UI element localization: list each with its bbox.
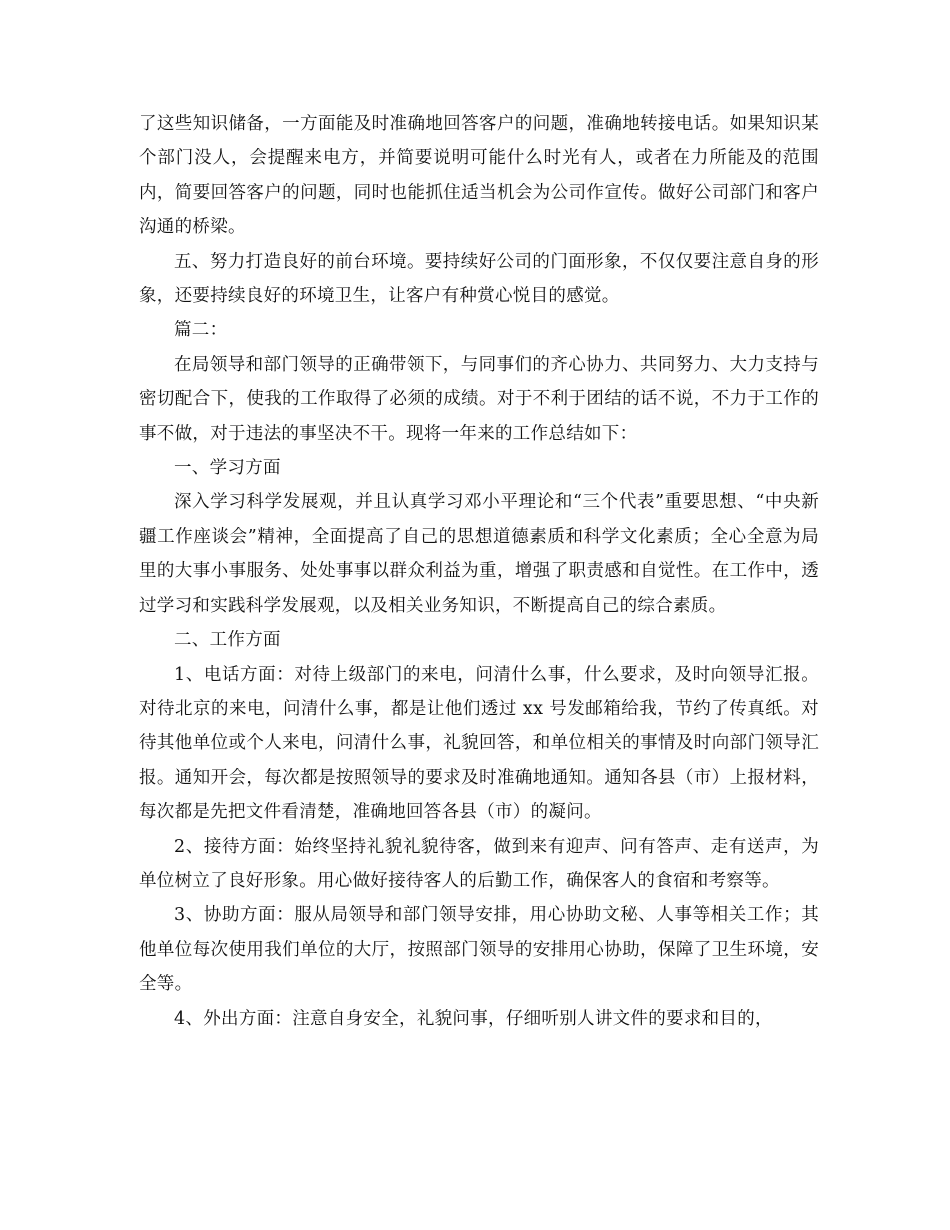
paragraph-2: 五、努力打造良好的前台环境。要持续好公司的门面形象，不仅仅要注意自身的形象，还要持续良好的环境卫生，让客户有种赏心悦目的感觉。 <box>139 251 819 307</box>
paragraph-phone: 1、电话方面：对待上级部门的来电，问清什么事，什么要求，及时向领导汇报。对待北京的来电，问清什么事，都是让他们透过 xx 号发邮箱给我，节约了传真纸。对待其他单位或个人来电，问清什么事，礼貌回答，和单位相关的事情及时向部门领导汇报。通知开会，每次都是按照领导的要求及时准确地通知。通知各县（市）上报材料，每次都是先把文件看清楚，准确地回答各县（市）的凝问。 <box>139 664 819 823</box>
paragraph-6: 深入学习科学发展观，并且认真学习邓小平理论和“三个代表”重要思想、“中央新疆工作座谈会”精神，全面提高了自己的思想道德素质和科学文化素质；全心全意为局里的大事小事服务、处处事事以群众利益为重，增强了职责感和自觉性。在工作中，透过学习和实践科学发展观，以及相关业务知识，不断提高自己的综合素质。 <box>139 492 819 616</box>
section-heading-work: 二、工作方面 <box>174 630 281 651</box>
paragraph-reception: 2、接待方面：始终坚持礼貌礼貌待客，做到来有迎声、问有答声、走有送声，为单位树立了良好形象。用心做好接待客人的后勤工作，确保客人的食宿和考察等。 <box>139 836 819 891</box>
section-heading-study: 一、学习方面 <box>174 458 281 479</box>
paragraph-outing: 4、外出方面：注意自身安全，礼貌问事，仔细听别人讲文件的要求和目的， <box>174 1008 773 1029</box>
section-heading-part-two: 篇二： <box>174 320 228 341</box>
paragraph-1: 了这些知识储备，一方面能及时准确地回答客户的问题，准确地转接电话。如果知识某个部门没人，会提醒来电方，并简要说明可能什么时光有人，或者在力所能及的范围内，简要回答客户的问题，同时也能抓住适当机会为公司作宣传。做好公司部门和客户沟通的桥梁。 <box>139 114 819 238</box>
document-body <box>139 107 819 1036</box>
paragraph-assistance: 3、协助方面：服从局领导和部门领导安排，用心协助文秘、人事等相关工作；其他单位每次使用我们单位的大厅，按照部门领导的安排用心协助，保障了卫生环境，安全等。 <box>139 905 819 995</box>
paragraph-4: 在局领导和部门领导的正确带领下，与同事们的齐心协力、共同努力、大力支持与密切配合下，使我的工作取得了必须的成绩。对于不利于团结的话不说，不力于工作的事不做，对于违法的事坚决不干。现将一年来的工作总结如下： <box>139 354 819 444</box>
